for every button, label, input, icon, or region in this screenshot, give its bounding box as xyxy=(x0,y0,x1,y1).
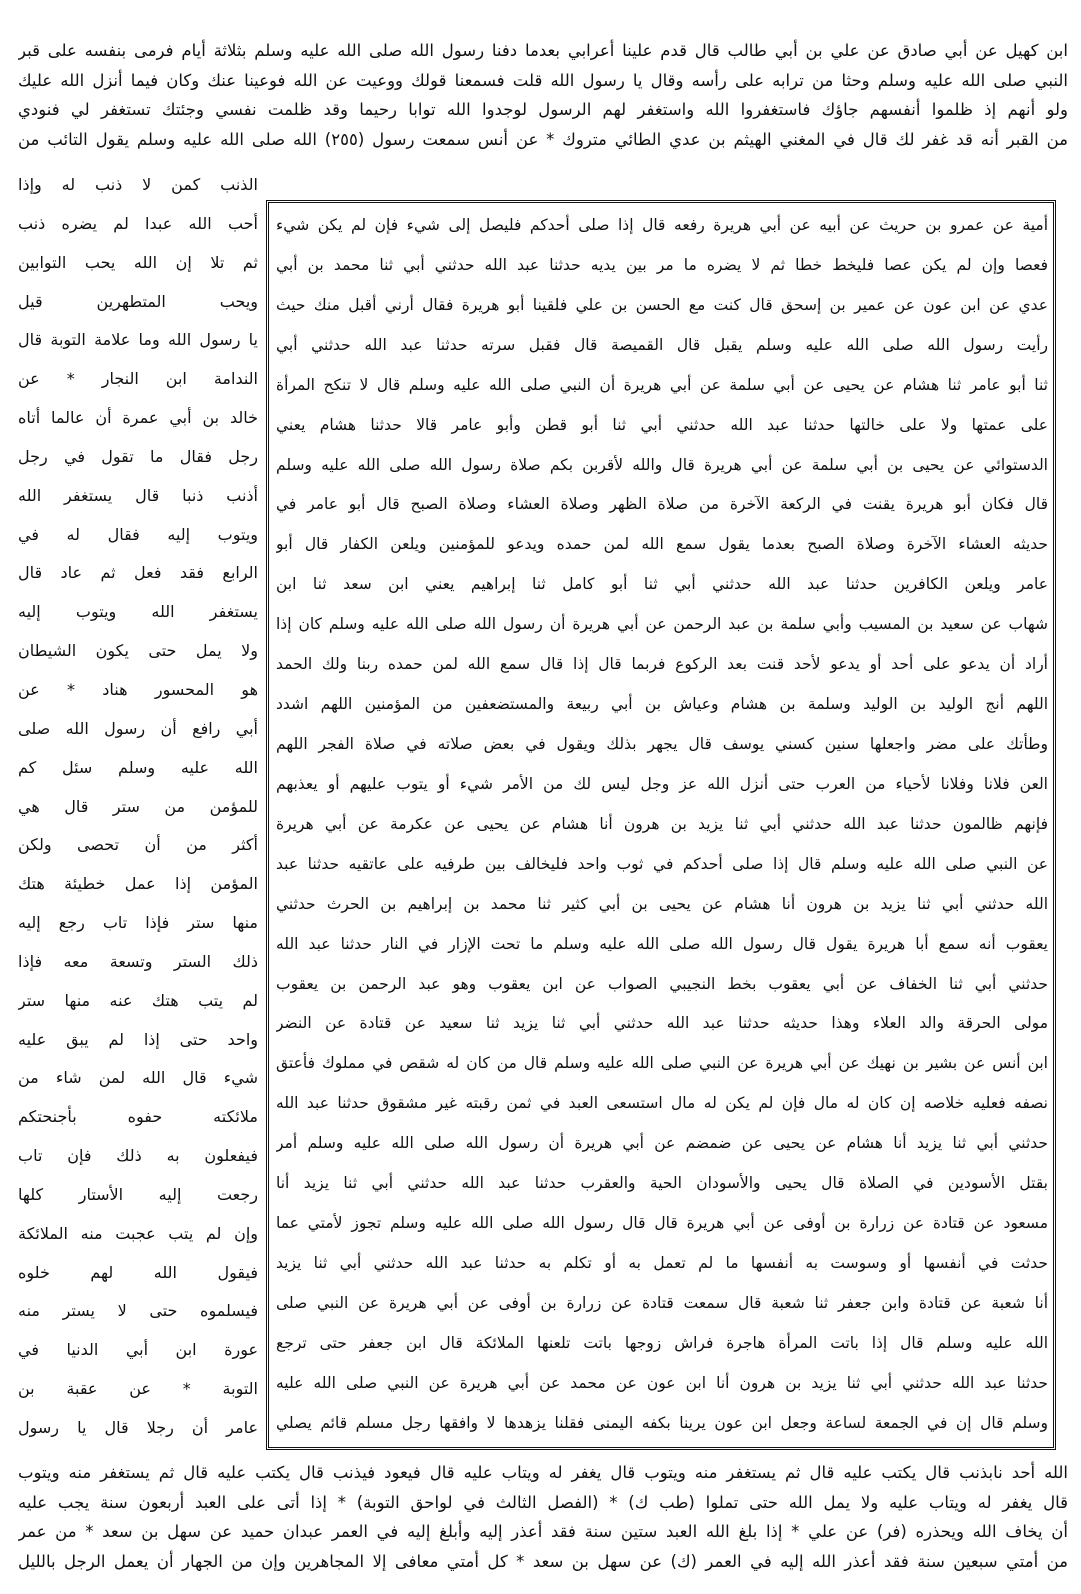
side-line: ويتوب إليه فقال له في xyxy=(18,524,258,544)
side-line: يستغفر الله ويتوب إليه xyxy=(18,602,258,622)
side-line: عورة ابن أبي الدنيا في xyxy=(18,1340,258,1360)
main-line: عن النبي صلى الله عليه وسلم قال إذا صلى أحدكم في ثوب واحد فليخالف بين طرفيه على عاتقيه حدثنا عبد xyxy=(276,854,1048,873)
main-line: حدثني أبي ثنا يزيد أنا هشام عن يحيى عن ضمضم عن أبي هريرة أن رسول الله صلى الله عليه وسلم أمر xyxy=(276,1134,1048,1153)
side-line: فيسلموه حتى لا يستر منه xyxy=(18,1301,258,1321)
main-line: اللهم أنج الوليد بن الوليد وسلمة بن هشام وعياش بن أبي ربيعة والمستضعفين من المؤمنين اللهم اشدد xyxy=(276,695,1048,714)
main-line: وطأتك على مضر واجعلها سنين كسني يوسف قال يجهر بذلك ويقول في بعض صلاته في صلاة الفجر اللهم xyxy=(276,734,1048,753)
side-line: هو المحسور هناد * عن xyxy=(18,679,258,699)
side-line: ثم تلا إن الله يحب التوابين xyxy=(18,252,258,272)
bottom-line: من أمتي سبعين سنة فقد أعذر الله إليه في العمر (ك) عن سهل بن سعد * كل أمتي معافى إلا المجاهرين وإن من الجهار أن يعمل الرجل بالليل xyxy=(18,1551,1068,1571)
side-line: فيقول الله لهم خلوه xyxy=(18,1262,258,1282)
side-line: رجل فقال ما تقول في رجل xyxy=(18,446,258,466)
main-line: على عمتها ولا على خالتها حدثنا عبد الله حدثني أبي ثنا أبو قطن وأبو عامر قالا حدثنا هشام يعني xyxy=(276,415,1048,434)
main-line: عدي عن ابن عون عن عمير بن إسحق قال كنت مع الحسن بن علي فلقينا أبو هريرة فقال أرني أقبل منك حيث xyxy=(276,295,1048,314)
main-line: وسلم قال إن في الجمعة لساعة وجعل ابن عون يرينا بكفه اليمنى فقلنا يزهدها لا وافقها رجل مسلم قائم يصلي xyxy=(276,1413,1048,1432)
top-line: ولو أنهم إذ ظلموا أنفسهم جاؤك فاستغفروا الله واستغفر لهم الرسول لوجدوا الله توابا رحيما وقد ظلمت نفسي وجئتك تستغفر لي فنودي xyxy=(18,100,1068,119)
side-line: للمؤمن من ستر قال هي xyxy=(18,796,258,816)
side-line: يا رسول الله وما علامة التوبة قال xyxy=(18,330,258,350)
main-line: بقتل الأسودين في الصلاة قال يحيى والأسودان الحية والعقرب حدثنا عبد الله حدثني أبي ثنا يزيد أنا xyxy=(276,1174,1048,1193)
side-line: أحب الله عبدا لم يضره ذنب xyxy=(18,213,258,233)
side-line: الندامة ابن النجار * عن xyxy=(18,369,258,389)
side-text-block xyxy=(18,166,258,1448)
main-text-block xyxy=(276,206,1048,1444)
top-text-block xyxy=(18,36,1068,154)
bottom-line: الله أحد نابذنب قال يكتب عليه قال ثم يستغفر منه ويتوب قال يغفر له ويتاب عليه قال فيعود فيذنب قال يكتب عليه قال ثم يستغفر منه ويتوب xyxy=(18,1463,1068,1482)
bottom-line: قال يغفر له ويتاب عليه ولا يمل الله حتى تملوا (طب ك) * (الفصل الثالث في لواحق التوبة) * إذا أتى على العبد أربعون سنة يجب عليه xyxy=(18,1492,1068,1512)
side-line: ذلك الستر وتسعة معه فإذا xyxy=(18,951,258,971)
main-line: شهاب عن سعيد بن المسيب وأبي سلمة بن عبد الرحمن عن أبي هريرة أن رسول الله صلى الله عليه وسلم كان إذا xyxy=(276,615,1048,634)
main-line: نصفه فعليه خلاصه إن كان له مال فإن لم يكن له مال استسعى العبد في ثمن رقبته غير مشقوق حدثنا عبد الله xyxy=(276,1094,1048,1113)
side-line: وإن لم يتب عجبت منه الملائكة xyxy=(18,1223,258,1243)
main-line: حدثت في أنفسها أو وسوست به أنفسها ما لم تعمل به أو تكلم به حدثنا عبد الله حدثني أبي ثنا يزيد xyxy=(276,1253,1048,1272)
main-line: حدثني أبي ثنا الخفاف عن أبي يعقوب بخط النجيبي الصواب عن ابن يعقوب وهو عبد الرحمن بن يعقوب xyxy=(276,974,1048,993)
main-line: الله عليه وسلم قال إذا باتت المرأة هاجرة فراش زوجها باتت تلعنها الملائكة قال ابن جعفر حتى ترجع xyxy=(276,1333,1048,1352)
side-line: فيفعلون به ذلك فإن تاب xyxy=(18,1146,258,1166)
main-line: مولى الحرقة والد العلاء وهذا حديثه حدثنا عبد الله حدثني أبي ثنا يزيد ثنا سعيد عن قتادة عن النضر xyxy=(276,1014,1048,1033)
top-line: ابن كهيل عن أبي صادق عن علي بن أبي طالب قال قدم علينا أعرابي بعدما دفنا رسول الله صلى الله عليه وسلم بثلاثة أيام فرمى بنفسه على قبر xyxy=(18,41,1068,60)
side-line: التوبة * عن عقبة بن xyxy=(18,1379,258,1399)
main-line: ثنا أبو عامر ثنا هشام عن يحيى عن أبي سلمة عن أبي هريرة أن النبي صلى الله عليه وسلم قال لا تنكح المرأة xyxy=(276,375,1048,394)
main-line: الدستوائي عن يحيى بن أبي سلمة عن أبي هريرة قال والله لأقربن بكم صلاة رسول الله صلى الله عليه وسلم xyxy=(276,455,1048,474)
main-line: أمية عن عمرو بن حريث عن أبيه عن أبي هريرة رفعه قال إذا صلى أحدكم فليصل إلى شيء فإن لم يكن شيء xyxy=(276,216,1048,234)
main-line: قال فكان أبو هريرة يقنت في الركعة الآخرة من صلاة الظهر وصلاة العشاء وصلاة الصبح قال أبو عامر في xyxy=(276,495,1048,514)
bottom-text-block xyxy=(18,1458,1068,1576)
top-line: النبي صلى الله عليه وسلم وحثا من ترابه على رأسه وقال يا رسول الله قلت فسمعنا قولك ووعيت عن الله فوعينا عنك وكان فيما أنزل الله عليك xyxy=(18,70,1068,90)
side-line: عامر أن رجلا قال يا رسول xyxy=(18,1418,258,1437)
main-line: ابن أنس عن بشير بن نهيك عن أبي هريرة عن النبي صلى الله عليه وسلم قال من كان له شقص في مملوك فأعتق xyxy=(276,1054,1048,1073)
side-line: واحد حتى إذا لم يبق عليه xyxy=(18,1029,258,1049)
side-line: لم يتب هتك عنه منها ستر xyxy=(18,990,258,1010)
main-line: مسعود عن قتادة عن زرارة بن أوفى عن أبي هريرة قال قال رسول الله صلى الله عليه وسلم تجوز لأمتي عما xyxy=(276,1214,1048,1233)
side-line: خالد بن أبي عمرة أن عالما أتاه xyxy=(18,408,258,428)
main-line: أنا شعبة عن قتادة وابن جعفر ثنا شعبة قال سمعت قتادة عن زرارة بن أوفى عن أبي هريرة عن النبي صلى xyxy=(276,1293,1048,1312)
main-line: فعصا وإن لم يكن عصا فليخط خطا ثم لا يضره ما مر بين يديه حدثنا عبد الله حدثني أبي ثنا محمد بن أبي xyxy=(276,255,1048,274)
side-line: رجعت إليه الأستار كلها xyxy=(18,1184,258,1204)
top-line: من القبر أنه قد غفر لك قال في المغني الهيثم بن عدي الطائي متروك * عن أنس سمعت رسول (٢٥٥) الله صلى الله عليه وسلم يقول التائب من xyxy=(18,129,1068,149)
main-line: يعقوب أنه سمع أبا هريرة يقول قال رسول الله صلى الله عليه وسلم ما تحت الإزار في النار حدثنا عبد الله xyxy=(276,934,1048,953)
side-line: أبي رافع أن رسول الله صلى xyxy=(18,718,258,738)
main-line: فإنهم ظالمون حدثنا عبد الله حدثني أبي ثنا يزيد بن هرون أنا هشام عن يحيى عن عكرمة عن أبي هريرة xyxy=(276,814,1048,833)
main-line: حديثه العشاء الآخرة وصلاة الصبح بعدما يقول سمع الله لمن حمده ويدعو للمؤمنين ويلعن الكفار قال أبو xyxy=(276,535,1048,554)
main-line: حدثنا عبد الله حدثني أبي ثنا يزيد بن هرون أنا ابن عون عن محمد عن أبي هريرة عن النبي صلى الله عليه xyxy=(276,1373,1048,1392)
side-line: أكثر من أن تحصى ولكن xyxy=(18,835,258,855)
side-line: الذنب كمن لا ذنب له وإذا xyxy=(18,175,258,194)
main-line: الله حدثني أبي ثنا يزيد بن هرون أنا هشام عن يحيى بن أبي كثير ثنا محمد بن إبراهيم بن الحرث حدثني xyxy=(276,894,1048,913)
side-line: ويحب المتطهرين قيل xyxy=(18,291,258,311)
main-line: رأيت رسول الله صلى الله عليه وسلم يقبل قال القميصة قال فقبل سرته حدثنا عبد الله حدثني أبي xyxy=(276,335,1048,354)
side-line: الرابع فقد فعل ثم عاد قال xyxy=(18,563,258,583)
side-line: أذنب ذنبا قال يستغفر الله xyxy=(18,485,258,505)
side-line: منها ستر فإذا تاب رجع إليه xyxy=(18,913,258,933)
side-line: ملائكته حفوه بأجنحتكم xyxy=(18,1107,258,1127)
side-line: شيء قال الله لمن شاء من xyxy=(18,1068,258,1088)
bottom-line: أن يخاف الله ويحذره (فر) عن علي * إذا بلغ الله العبد ستين سنة فقد أعذر إليه وأبلغ إليه في العمر عبدان حميد عن سهل بن سعد * من عمر xyxy=(18,1522,1068,1541)
main-line: عامر ويلعن الكافرين حدثنا عبد الله حدثني أبي ثنا أبو كامل ثنا إبراهيم يعني ابن سعد ثنا ابن xyxy=(276,575,1048,594)
side-line: ولا يمل حتى يكون الشيطان xyxy=(18,641,258,661)
side-line: الله عليه وسلم سئل كم xyxy=(18,757,258,777)
main-line: العن فلانا وفلانا لأحياء من العرب حتى أنزل الله عز وجل ليس لك من الأمر شيء أو يتوب عليهم أو يعذبهم xyxy=(276,774,1048,793)
side-line: المؤمن إذا عمل خطيئة هتك xyxy=(18,874,258,894)
main-line: أراد أن يدعو على أحد أو يدعو لأحد قنت بعد الركوع فربما قال إذا قال سمع الله لمن حمده ربنا ولك الحمد xyxy=(276,655,1048,674)
